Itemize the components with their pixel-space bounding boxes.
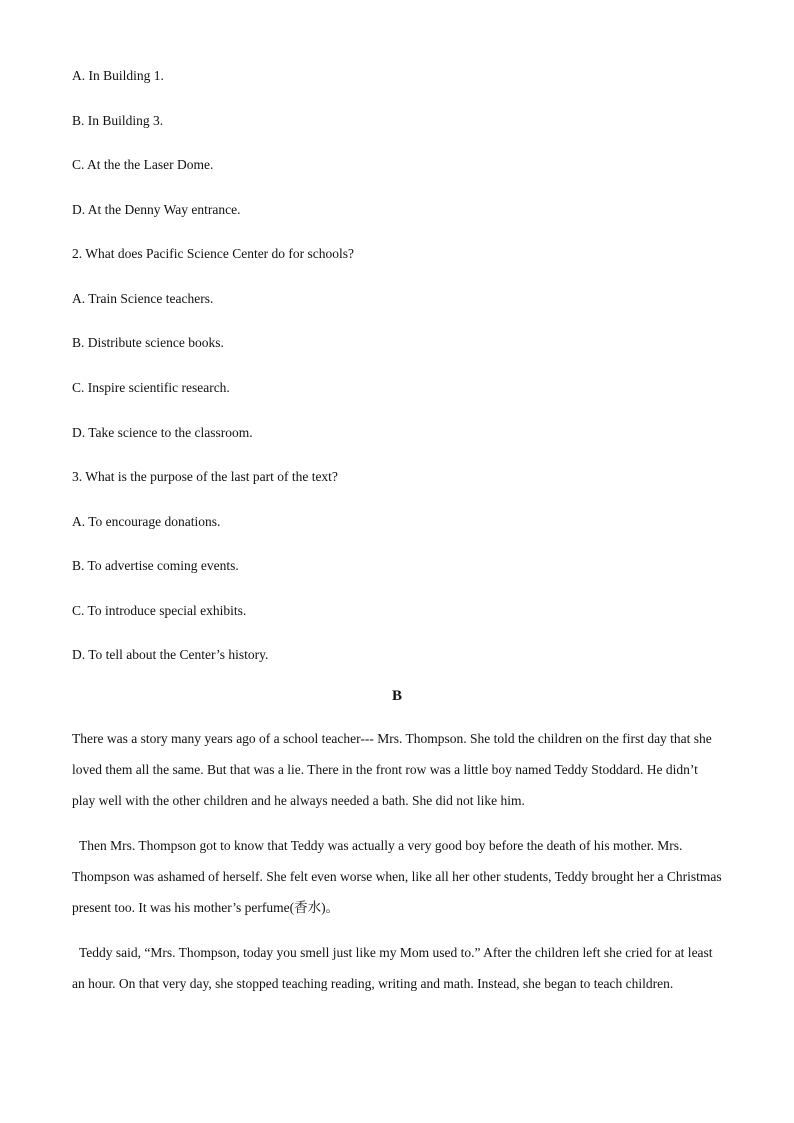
q3-option-b: B. To advertise coming events. bbox=[72, 558, 239, 573]
paragraph-2-text: Then Mrs. Thompson got to know that Teddy was actually a very good boy before the death of his mother. Mrs. Thompson was ashamed of herself. She felt even worse when, like all her other students, Teddy brought her a Christmas present too. It was his mother’s perfume(香水)。 bbox=[72, 838, 722, 915]
q1-option-a: A. In Building 1. bbox=[72, 68, 164, 83]
paragraph-3-text: Teddy said, “Mrs. Thompson, today you smell just like my Mom used to.” After the children left she cried for at least an hour. On that very day, she stopped teaching reading, writing and math. Instead, she began to teach children. bbox=[72, 945, 713, 991]
q2-option-b: B. Distribute science books. bbox=[72, 335, 224, 350]
paragraph-1-text: There was a story many years ago of a school teacher--- Mrs. Thompson. She told the children on the first day that she loved them all the same. But that was a lie. There in the front row was a little boy named Teddy Stoddard. He didn’t play well with the other children and he always needed a bath. She did not like him. bbox=[72, 731, 712, 808]
q1-option-c: C. At the the Laser Dome. bbox=[72, 157, 214, 172]
q3-option-a: A. To encourage donations. bbox=[72, 514, 221, 529]
paragraph-2 bbox=[72, 830, 722, 923]
q2-question: 2. What does Pacific Science Center do for schools? bbox=[72, 246, 355, 261]
q2-option-a: A. Train Science teachers. bbox=[72, 291, 214, 306]
q3-question: 3. What is the purpose of the last part of the text? bbox=[72, 469, 338, 484]
paragraph-3 bbox=[72, 937, 722, 999]
paragraph-1 bbox=[72, 723, 722, 816]
q2-option-c: C. Inspire scientific research. bbox=[72, 380, 230, 395]
q3-option-c: C. To introduce special exhibits. bbox=[72, 603, 247, 618]
section-b-title: B bbox=[391, 688, 402, 704]
q2-option-d: D. Take science to the classroom. bbox=[72, 425, 253, 440]
q1-option-d: D. At the Denny Way entrance. bbox=[72, 202, 241, 217]
q1-option-b: B. In Building 3. bbox=[72, 113, 164, 128]
q3-option-d: D. To tell about the Center’s history. bbox=[72, 647, 269, 662]
